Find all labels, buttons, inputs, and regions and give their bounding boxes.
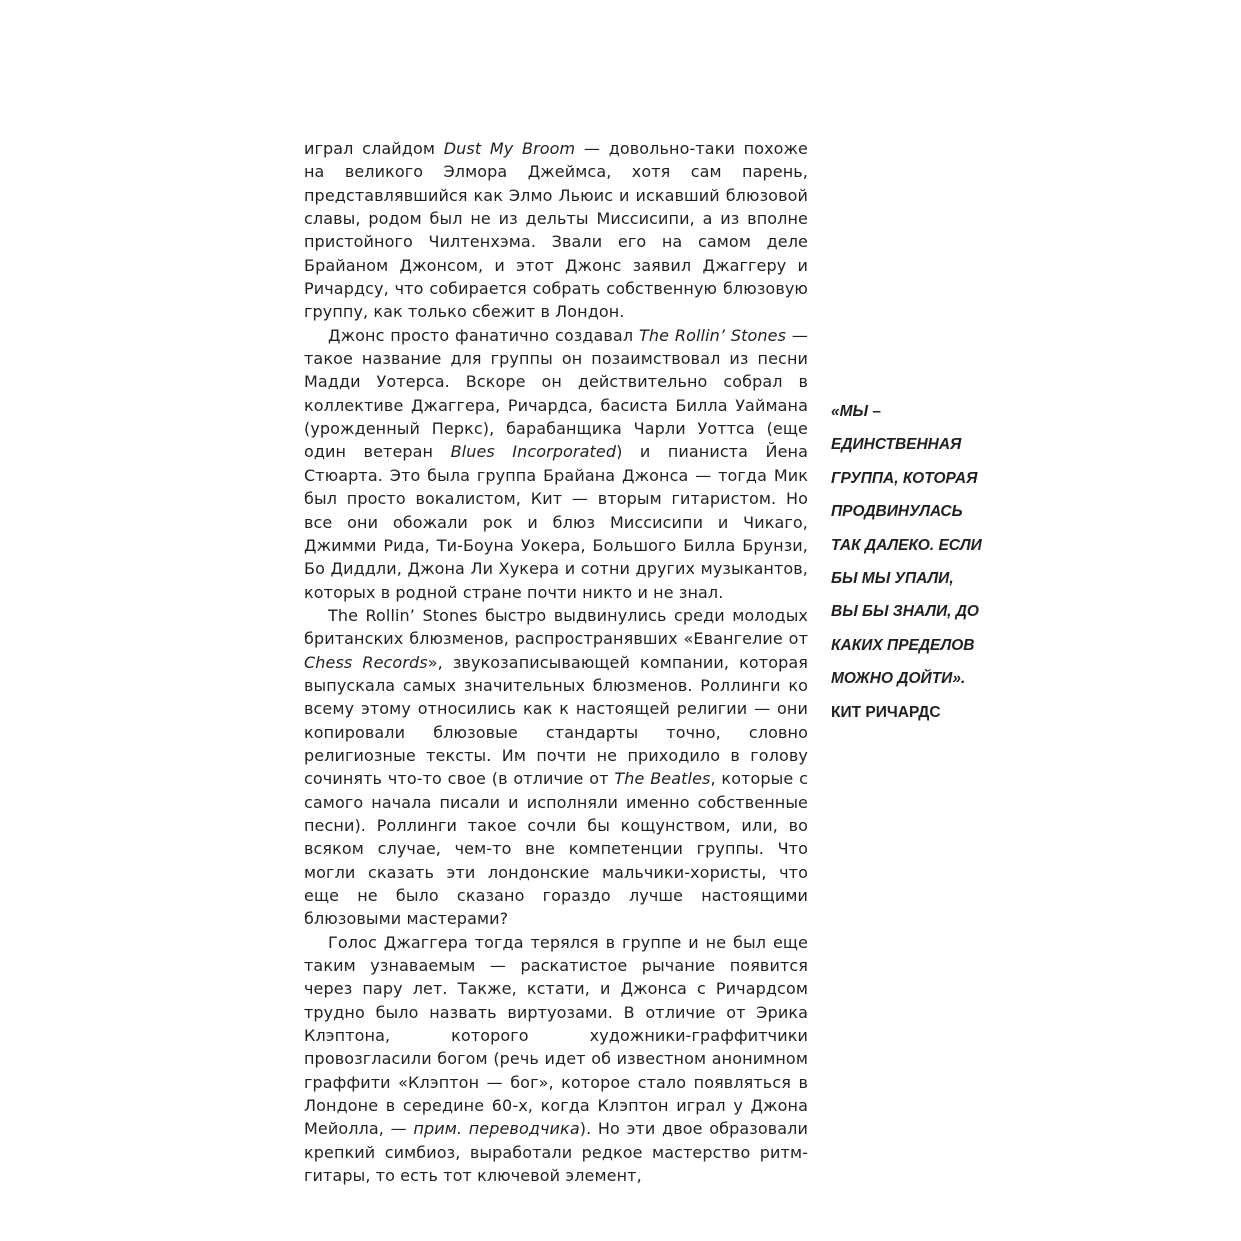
pull-quote xyxy=(831,395,991,729)
paragraph-2-italic-2: Blues Incorporated xyxy=(450,442,617,462)
paragraph-1-italic-1: Dust My Broom xyxy=(443,139,576,158)
paragraph-2-text-3: ) и пианиста Йена Стюарта. Это была группа Брайана Джонса — тогда Мик был просто вокалистом, Кит — вторым гитаристом. Но все они обожали рок и блюз Миссисипи и Чикаго, Джимми Рида, Ти-Боуна Уокера, Большого Билла Брунзи, Бо Диддли, Джона Ли Хукера и сотни других музыкантов, которых в родной стране почти никто и не знал. xyxy=(304,442,808,602)
pull-quote-author: КИТ РИЧАРДС xyxy=(831,703,941,721)
paragraph-3 xyxy=(304,604,808,931)
paragraph-3-text-2: », звукозаписывающей компании, которая выпускала самых значительных блюзменов. Роллинги ко всему этому относились как к настоящей религии — они копировали блюзовые стандарты точно, словно религиозные тексты. Им почти не приходило в голову сочинять что-то свое (в отличие от xyxy=(304,652,808,789)
paragraph-4-italic-1: прим. переводчика xyxy=(413,1119,580,1139)
paragraph-4-text-1: Голос Джаггера тогда терялся в группе и не был еще таким узнаваемым — раскатистое рычание появится через пару лет. Также, кстати, и Джонса с Ричардсом трудно было назвать виртуозами. В отличие от Эрика Клэптона, которого художники-граффитчики провозгласили богом (речь идет об известном анонимном граффити «Клэптон — бог», которое стало появляться в Лондоне в середине 60-х, когда Клэптон играл у Джона Мейолла, — xyxy=(304,932,808,1139)
paragraph-1-text-1: играл слайдом xyxy=(304,139,444,158)
paragraph-3-italic-1: Chess Records xyxy=(304,652,428,672)
paragraph-3-text-1: The Rollin’ Stones быстро выдвинулись среди молодых британских блюзменов, распространявших «Евангелие от xyxy=(304,605,808,649)
pull-quote-line: ТАК ДАЛЕКО. ЕСЛИ xyxy=(831,536,982,554)
paragraph-2-italic-1: The Rollin’ Stones xyxy=(639,325,787,345)
paragraph-4 xyxy=(304,931,808,1188)
pull-quote-line: ГРУППА, КОТОРАЯ xyxy=(831,469,978,487)
paragraph-2-text-1: Джонс просто фанатично создавал xyxy=(328,325,639,345)
pull-quote-line: ВЫ БЫ ЗНАЛИ, ДО xyxy=(831,603,979,621)
paragraph-2 xyxy=(304,324,808,604)
pull-quote-line: ЕДИНСТВЕННАЯ xyxy=(831,436,962,454)
pull-quote-line: ПРОДВИНУЛАСЬ xyxy=(831,503,963,521)
paragraph-1 xyxy=(304,137,808,324)
pull-quote-line: «МЫ – xyxy=(831,403,881,420)
paragraph-1-text-2: — довольно-таки похоже на великого Элмора Джеймса, хотя сам парень, представлявшийся как Элмо Льюис и искавший блюзовой славы, родом был не из дельты Миссисипи, а из вполне пристойного Чилтенхэма. Звали его на самом деле Брайаном Джонсом, и этот Джонс заявил Джаггеру и Ричардсу, что собирается собрать собственную блюзовую группу, как только сбежит в Лондон. xyxy=(304,139,808,322)
paragraph-3-text-3: , которые с самого начала писали и исполняли именно собственные песни). Роллинги такое сочли бы кощунством, или, во всяком случае, чем-то вне компетенции группы. Что могли сказать эти лондонские мальчики-хористы, что еще не было сказано гораздо лучше настоящими блюзовыми мастерами? xyxy=(304,769,809,929)
paragraph-3-italic-2: The Beatles xyxy=(614,769,711,789)
pull-quote-line: КАКИХ ПРЕДЕЛОВ xyxy=(831,636,975,654)
paragraph-4-text-2: ). Но эти двое образовали крепкий симбиоз, выработали редкое мастерство ритм-гитары, то есть тот ключевой элемент, xyxy=(304,1119,808,1186)
main-text-column xyxy=(304,137,808,1187)
pull-quote-line: БЫ МЫ УПАЛИ, xyxy=(831,570,954,588)
pull-quote-line: МОЖНО ДОЙТИ». xyxy=(831,670,966,688)
paragraph-2-text-2: — такое название для группы он позаимствовал из песни Мадди Уотерса. Вскоре он действительно собрал в коллективе Джаггера, Ричардса, басиста Билла Уаймана (урожденный Перкс), барабанщика Чарли Уоттса (еще один ветеран xyxy=(304,325,808,462)
